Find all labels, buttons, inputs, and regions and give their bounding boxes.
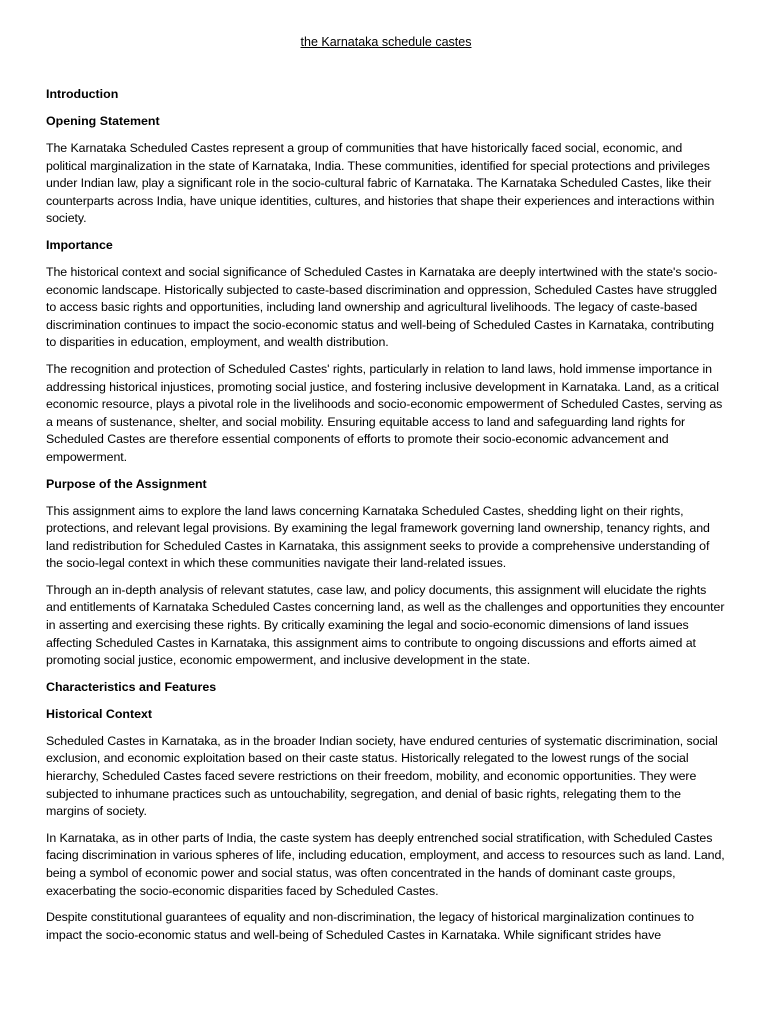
- paragraph-purpose-1: This assignment aims to explore the land laws concerning Karnataka Scheduled Castes, shedding light on their rights, protections, and relevant legal provisions. By examining the legal framework governing land ownership, tenancy rights, and land redistribution for Scheduled Castes in Karnataka, this assignment seeks to provide a comprehensive understanding of the socio-legal context in which these communities navigate their land-related issues.: [46, 503, 710, 571]
- heading-opening-statement: Opening Statement: [46, 114, 160, 128]
- paragraph-opening-1: The Karnataka Scheduled Castes represent a group of communities that have historically faced social, economic, and political marginalization in the state of Karnataka, India. These communities, identified for special protections and privileges under Indian law, play a significant role in the socio-cultural fabric of Karnataka. The Karnataka Scheduled Castes, like their counterparts across India, have unique identities, cultures, and histories that shape their experiences and interactions within society.: [46, 141, 715, 226]
- paragraph-purpose-2: Through an in-depth analysis of relevant statutes, case law, and policy documents, this assignment will elucidate the rights and entitlements of Karnataka Scheduled Castes concerning land, as well as the challenges and opportunities they encounter in asserting and exercising these rights. By critically examining the legal and socio-economic dimensions of land issues affecting Scheduled Castes in Karnataka, this assignment aims to contribute to ongoing discussions and efforts aimed at promoting social justice, economic empowerment, and inclusive development in the state.: [46, 582, 725, 668]
- heading-characteristics: Characteristics and Features: [46, 679, 217, 694]
- heading-introduction: Introduction: [46, 87, 119, 101]
- paragraph-importance-2: The recognition and protection of Scheduled Castes' rights, particularly in relation to land laws, hold immense importance in addressing historical injustices, promoting social justice, and fostering inclusive development in Karnataka. Land, as a critical economic resource, plays a pivotal role in the livelihoods and socio-economic empowerment of Scheduled Castes, serving as a means of sustenance, shelter, and social mobility. Ensuring equitable access to land and safeguarding land rights for Scheduled Castes are therefore essential components of efforts to promote their socio-economic advancement and empowerment.: [46, 361, 723, 464]
- paragraph-historical-3: Despite constitutional guarantees of equality and non-discrimination, the legacy of historical marginalization continues to impact the socio-economic status and well-being of Scheduled Castes in Karnataka. While significant strides have: [46, 910, 694, 942]
- document-title: the Karnataka schedule castes: [300, 35, 472, 49]
- paragraph-importance-1: The historical context and social significance of Scheduled Castes in Karnataka are deeply intertwined with the state's socio-economic landscape. Historically subjected to caste-based discrimination and oppression, Scheduled Castes have struggled to access basic rights and opportunities, including land ownership and agricultural livelihoods. The legacy of caste-based discrimination continues to impact the socio-economic status and well-being of Scheduled Castes in Karnataka, contributing to disparities in education, employment, and wealth distribution.: [46, 264, 718, 350]
- heading-historical-context: Historical Context: [46, 706, 153, 721]
- heading-purpose: Purpose of the Assignment: [46, 476, 207, 491]
- paragraph-historical-2: In Karnataka, as in other parts of India, the caste system has deeply entrenched social stratification, with Scheduled Castes facing discrimination in various spheres of life, including education, employment, and access to resources such as land. Land, being a symbol of economic power and social status, was often concentrated in the hands of dominant caste groups, exacerbating the socio-economic disparities faced by Scheduled Castes.: [46, 830, 725, 898]
- heading-importance: Importance: [46, 237, 113, 252]
- paragraph-historical-1: Scheduled Castes in Karnataka, as in the broader Indian society, have endured centuries of systematic discrimination, social exclusion, and economic exploitation based on their caste status. Historically relegated to the lowest rungs of the social hierarchy, Scheduled Castes faced severe restrictions on their freedom, mobility, and economic opportunities. They were subjected to inhumane practices such as untouchability, segregation, and denial of basic rights, relegating them to the margins of society.: [46, 733, 718, 819]
